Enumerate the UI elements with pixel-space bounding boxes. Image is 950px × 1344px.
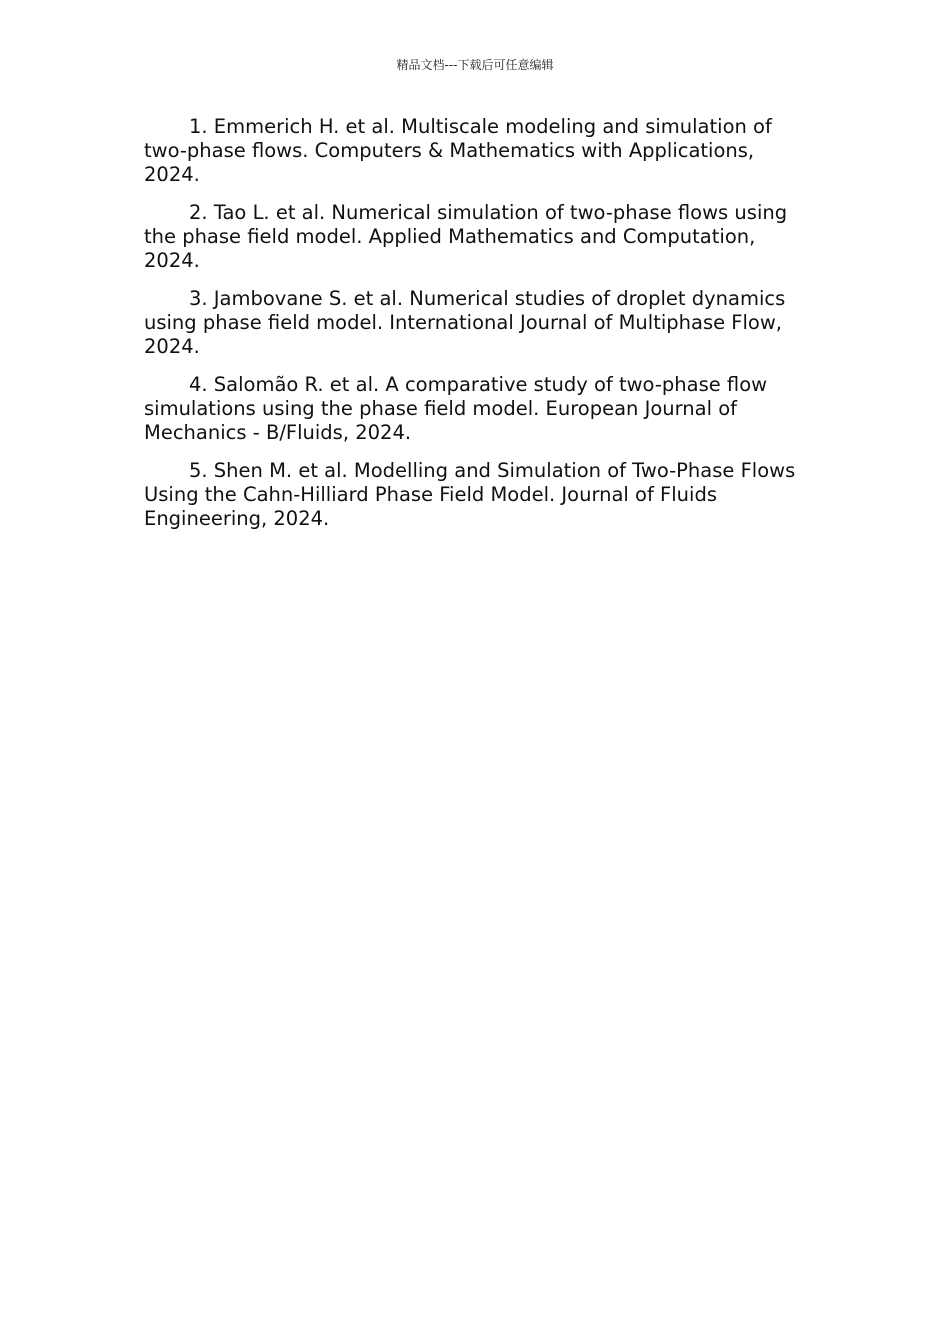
reference-item: 3. Jambovane S. et al. Numerical studies of droplet dynamics using phase field model. International Journal of Multiphase Flow, 2024. <box>144 287 786 358</box>
reference-item: 5. Shen M. et al. Modelling and Simulation of Two-Phase Flows Using the Cahn-Hilliard Phase Field Model. Journal of Fluids Engineering, 2024. <box>144 459 796 530</box>
reference-item: 2. Tao L. et al. Numerical simulation of two-phase flows using the phase field model. Applied Mathematics and Computation, 2024. <box>144 201 788 272</box>
reference-item: 4. Salomão R. et al. A comparative study of two-phase flow simulations using the phase field model. European Journal of Mechanics - B/Fluids, 2024. <box>144 373 768 444</box>
reference-item: 1. Emmerich H. et al. Multiscale modeling and simulation of two-phase flows. Computers & Mathematics with Applications, 2024. <box>144 115 772 186</box>
page-header: 精品文档---下载后可任意编辑 <box>396 58 554 72</box>
reference-list <box>144 115 816 545</box>
